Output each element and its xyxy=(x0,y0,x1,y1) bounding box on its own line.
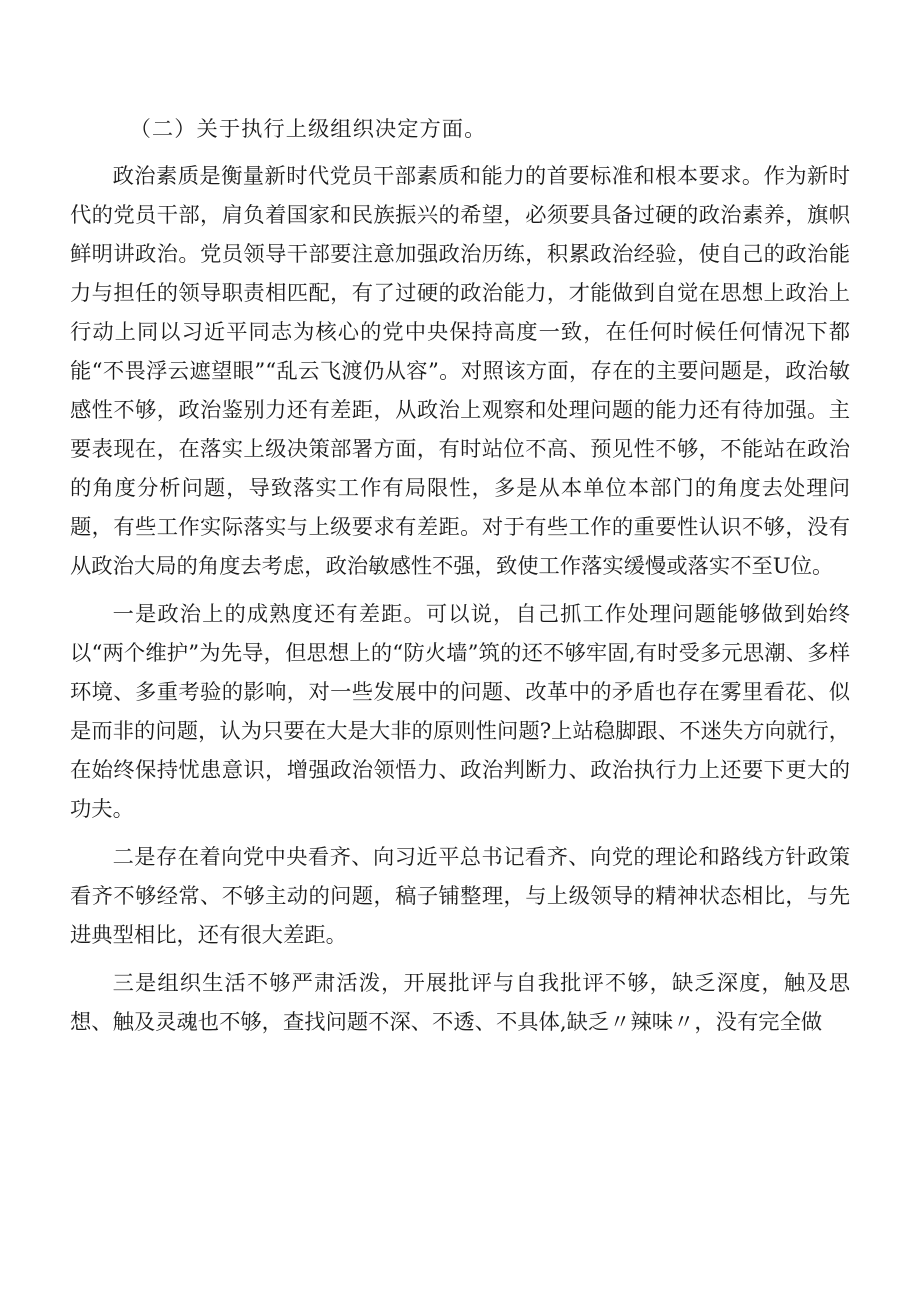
document-body xyxy=(70,110,850,1042)
paragraph-point-one: 一是政治上的成熟度还有差距。可以说，自己抓工作处理问题能够做到始终以“两个维护”为先导，但思想上的“防火墙”筑的还不够牢固,有时受多元思潮、多样环境、多重考验的影响，对一些发展中的问题、改革中的矛盾也存在雾里看花、似是而非的问题，认为只要在大是大非的原则性问题?上站稳脚跟、不迷失方向就行，在始终保持忧患意识，增强政治领悟力、政治判断力、政治执行力上还要下更大的功夫。 xyxy=(70,602,850,822)
paragraph-gap xyxy=(70,955,850,964)
section-heading: （二）关于执行上级组织决定方面。 xyxy=(129,117,487,142)
paragraph-gap xyxy=(70,586,850,595)
paragraph-political-quality: 政治素质是衡量新时代党员干部素质和能力的首要标准和根本要求。作为新时代的党员干部，肩负着国家和民族振兴的希望，必须要具备过硬的政治素养，旗帜鲜明讲政治。党员领导干部要注意加强政治历练，积累政治经验，使自己的政治能力与担任的领导职责相匹配，有了过硬的政治能力，才能做到自觉在思想上政治上行动上同以习近平同志为核心的党中央保持高度一致，在任何时候任何情况下都能“不畏浮云遮望眼”“乱云飞渡仍从容”。对照该方面，存在的主要问题是，政治敏感性不够，政治鉴别力还有差距，从政治上观察和处理问题的能力还有待加强。主要表现在，在落实上级决策部署方面，有时站位不高、预见性不够，不能站在政治的角度分析问题，导致落实工作有局限性，多是从本单位本部门的角度去处理问题，有些工作实际落实与上级要求有差距。对于有些工作的重要性认识不够，没有从政治大局的角度去考虑，政治敏感性不强，致使工作落实缓慢或落实不至U位。 xyxy=(70,164,850,579)
paragraph-point-two: 二是存在着向党中央看齐、向习近平总书记看齐、向党的理论和路线方针政策看齐不够经常、不够主动的问题，稿子铺整理，与上级领导的精神状态相比，与先进典型相比，还有很大差距。 xyxy=(70,845,850,948)
paragraph-gap xyxy=(70,829,850,838)
paragraph-point-three: 三是组织生活不够严肃活泼，开展批评与自我批评不够，缺乏深度，触及思想、触及灵魂也不够，查找问题不深、不透、不具体,缺乏〃辣味〃，没有完全做 xyxy=(70,971,850,1035)
